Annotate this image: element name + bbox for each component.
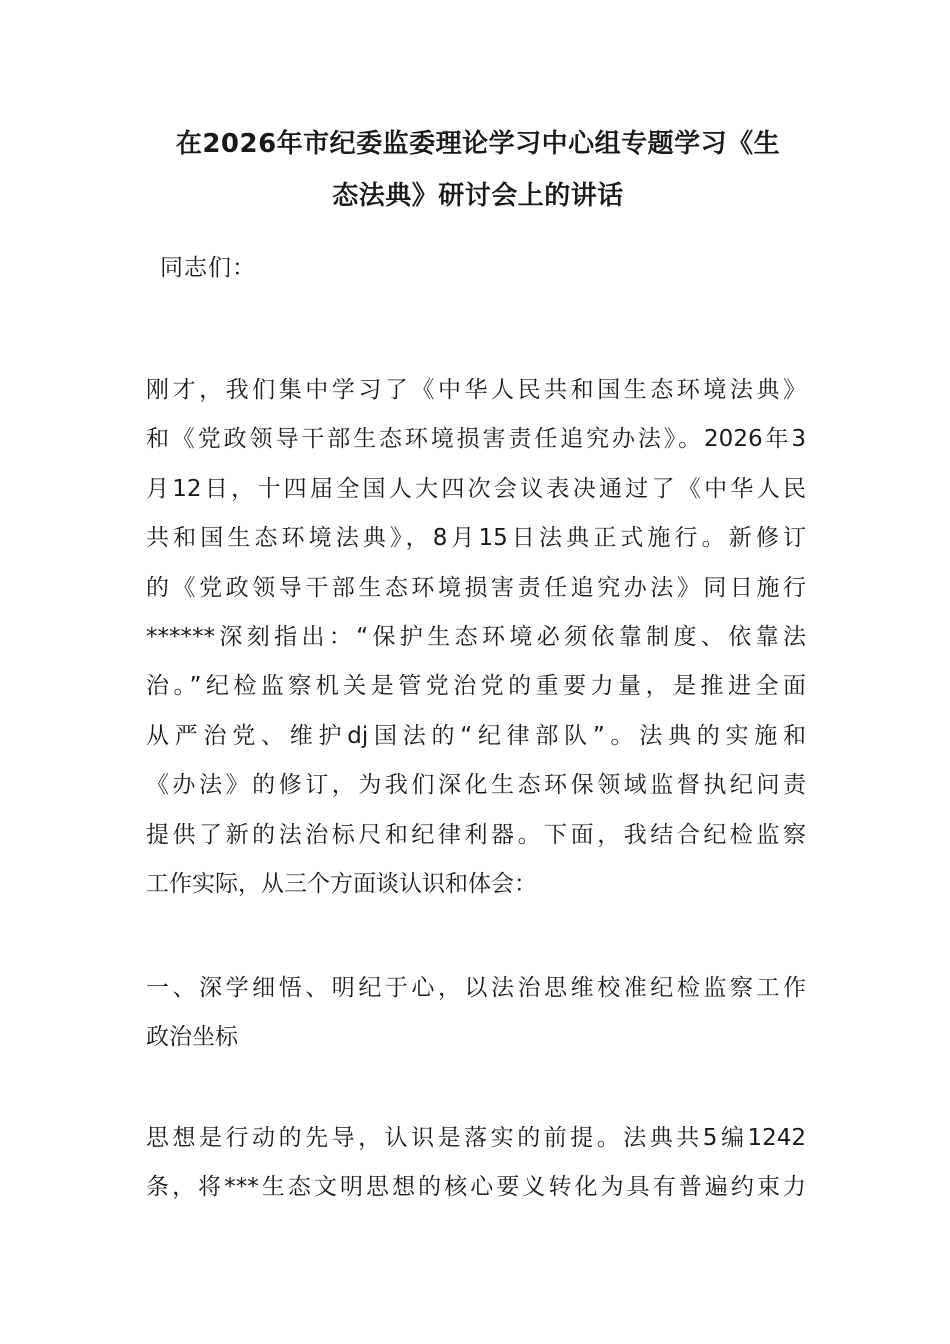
paragraph-line: 共和国生态环境法典》，8月15日法典正式施行。新修订 <box>146 525 806 552</box>
paragraph-line: 工作实际，从三个方面谈认识和体会： <box>146 870 537 897</box>
paragraph-line: ******深刻指出：“保护生态环境必须依靠制度、依靠法 <box>146 623 806 650</box>
paragraph-line: 从严治党、维护dj国法的“纪律部队”。法典的实施和 <box>146 722 806 749</box>
paragraph-line: 思想是行动的先导，认识是落实的前提。法典共5编1242 <box>146 1125 806 1151</box>
section-heading-1 <box>146 964 806 1063</box>
paragraph-line: 提供了新的法治标尺和纪律利器。下面，我结合纪检监察 <box>146 821 806 848</box>
paragraph-line: 和《党政领导干部生态环境损害责任追究办法》。2026年3 <box>146 426 806 453</box>
paragraph-line: 条，将***生态文明思想的核心要义转化为具有普遍约束力 <box>146 1174 806 1201</box>
heading-line: 政治坐标 <box>146 1024 238 1051</box>
heading-line: 一、深学细悟、明纪于心，以法治思维校准纪检监察工作 <box>146 975 806 1001</box>
paragraph-line: 刚才，我们集中学习了《中华人民共和国生态环境法典》 <box>146 377 806 403</box>
paragraph-section-1 <box>146 1114 806 1213</box>
title-line-1: 在2026年市纪委监委理论学习中心组专题学习《生 <box>175 129 781 159</box>
paragraph-line: 的《党政领导干部生态环境损害责任追究办法》同日施行 <box>146 574 806 601</box>
paragraph-intro <box>146 366 806 909</box>
document-title <box>148 118 808 222</box>
title-line-2: 态法典》研讨会上的讲话 <box>332 181 624 211</box>
paragraph-line: 治。”纪检监察机关是管党治党的重要力量，是推进全面 <box>146 673 806 700</box>
paragraph-line: 《办法》的修订，为我们深化生态环保领域监督执纪问责 <box>146 772 806 799</box>
salutation: 同志们： <box>160 255 256 281</box>
paragraph-line: 月12日，十四届全国人大四次会议表决通过了《中华人民 <box>146 475 806 502</box>
